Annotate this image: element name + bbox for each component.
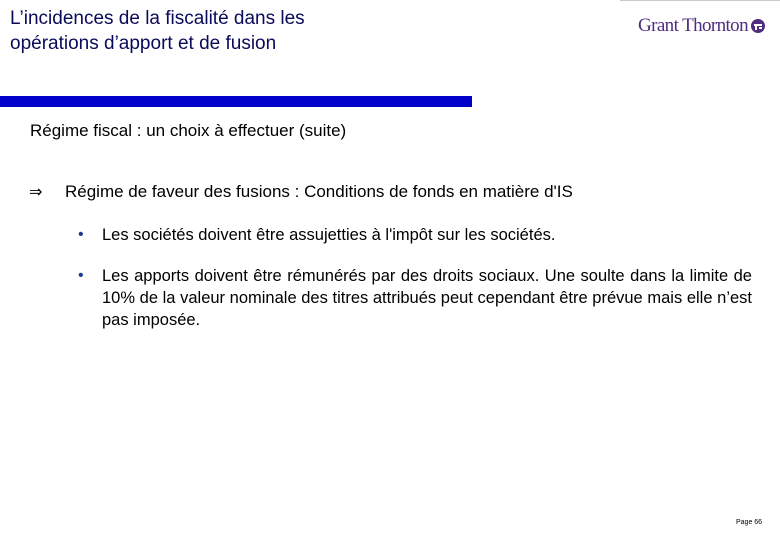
page-number: Page 66 xyxy=(736,519,763,526)
implies-arrow-icon: ⇒ xyxy=(29,182,43,201)
bullet-item xyxy=(78,265,752,331)
bullet-dot-icon: • xyxy=(78,267,84,284)
logo-mark-icon xyxy=(750,18,766,34)
slide-title-line-1: L’incidences de la fiscalité dans les xyxy=(10,8,305,29)
logo-wordmark: Grant Thornton xyxy=(638,15,748,36)
section-heading: Régime fiscal : un choix à effectuer (suite) xyxy=(30,121,347,140)
bullet-text: Les sociétés doivent être assujetties à l'impôt sur les sociétés. xyxy=(102,226,556,244)
slide-title xyxy=(10,6,440,56)
header-accent-bar xyxy=(0,96,472,107)
main-point xyxy=(29,181,573,203)
main-point-text: Régime de faveur des fusions : Conditions de fonds en matière d'IS xyxy=(65,182,573,201)
grant-thornton-logo xyxy=(638,14,766,38)
logo-divider xyxy=(620,0,780,1)
bullet-item xyxy=(78,224,752,246)
bullet-text: Les apports doivent être rémunérés par des droits sociaux. Une soulte dans la limite de 10% de la valeur nominale des titres attribués peut cependant être prévue mais elle n’est pas imposée. xyxy=(102,267,752,329)
slide-title-line-2: opérations d’apport et de fusion xyxy=(10,33,277,54)
bullet-dot-icon: • xyxy=(78,226,84,243)
